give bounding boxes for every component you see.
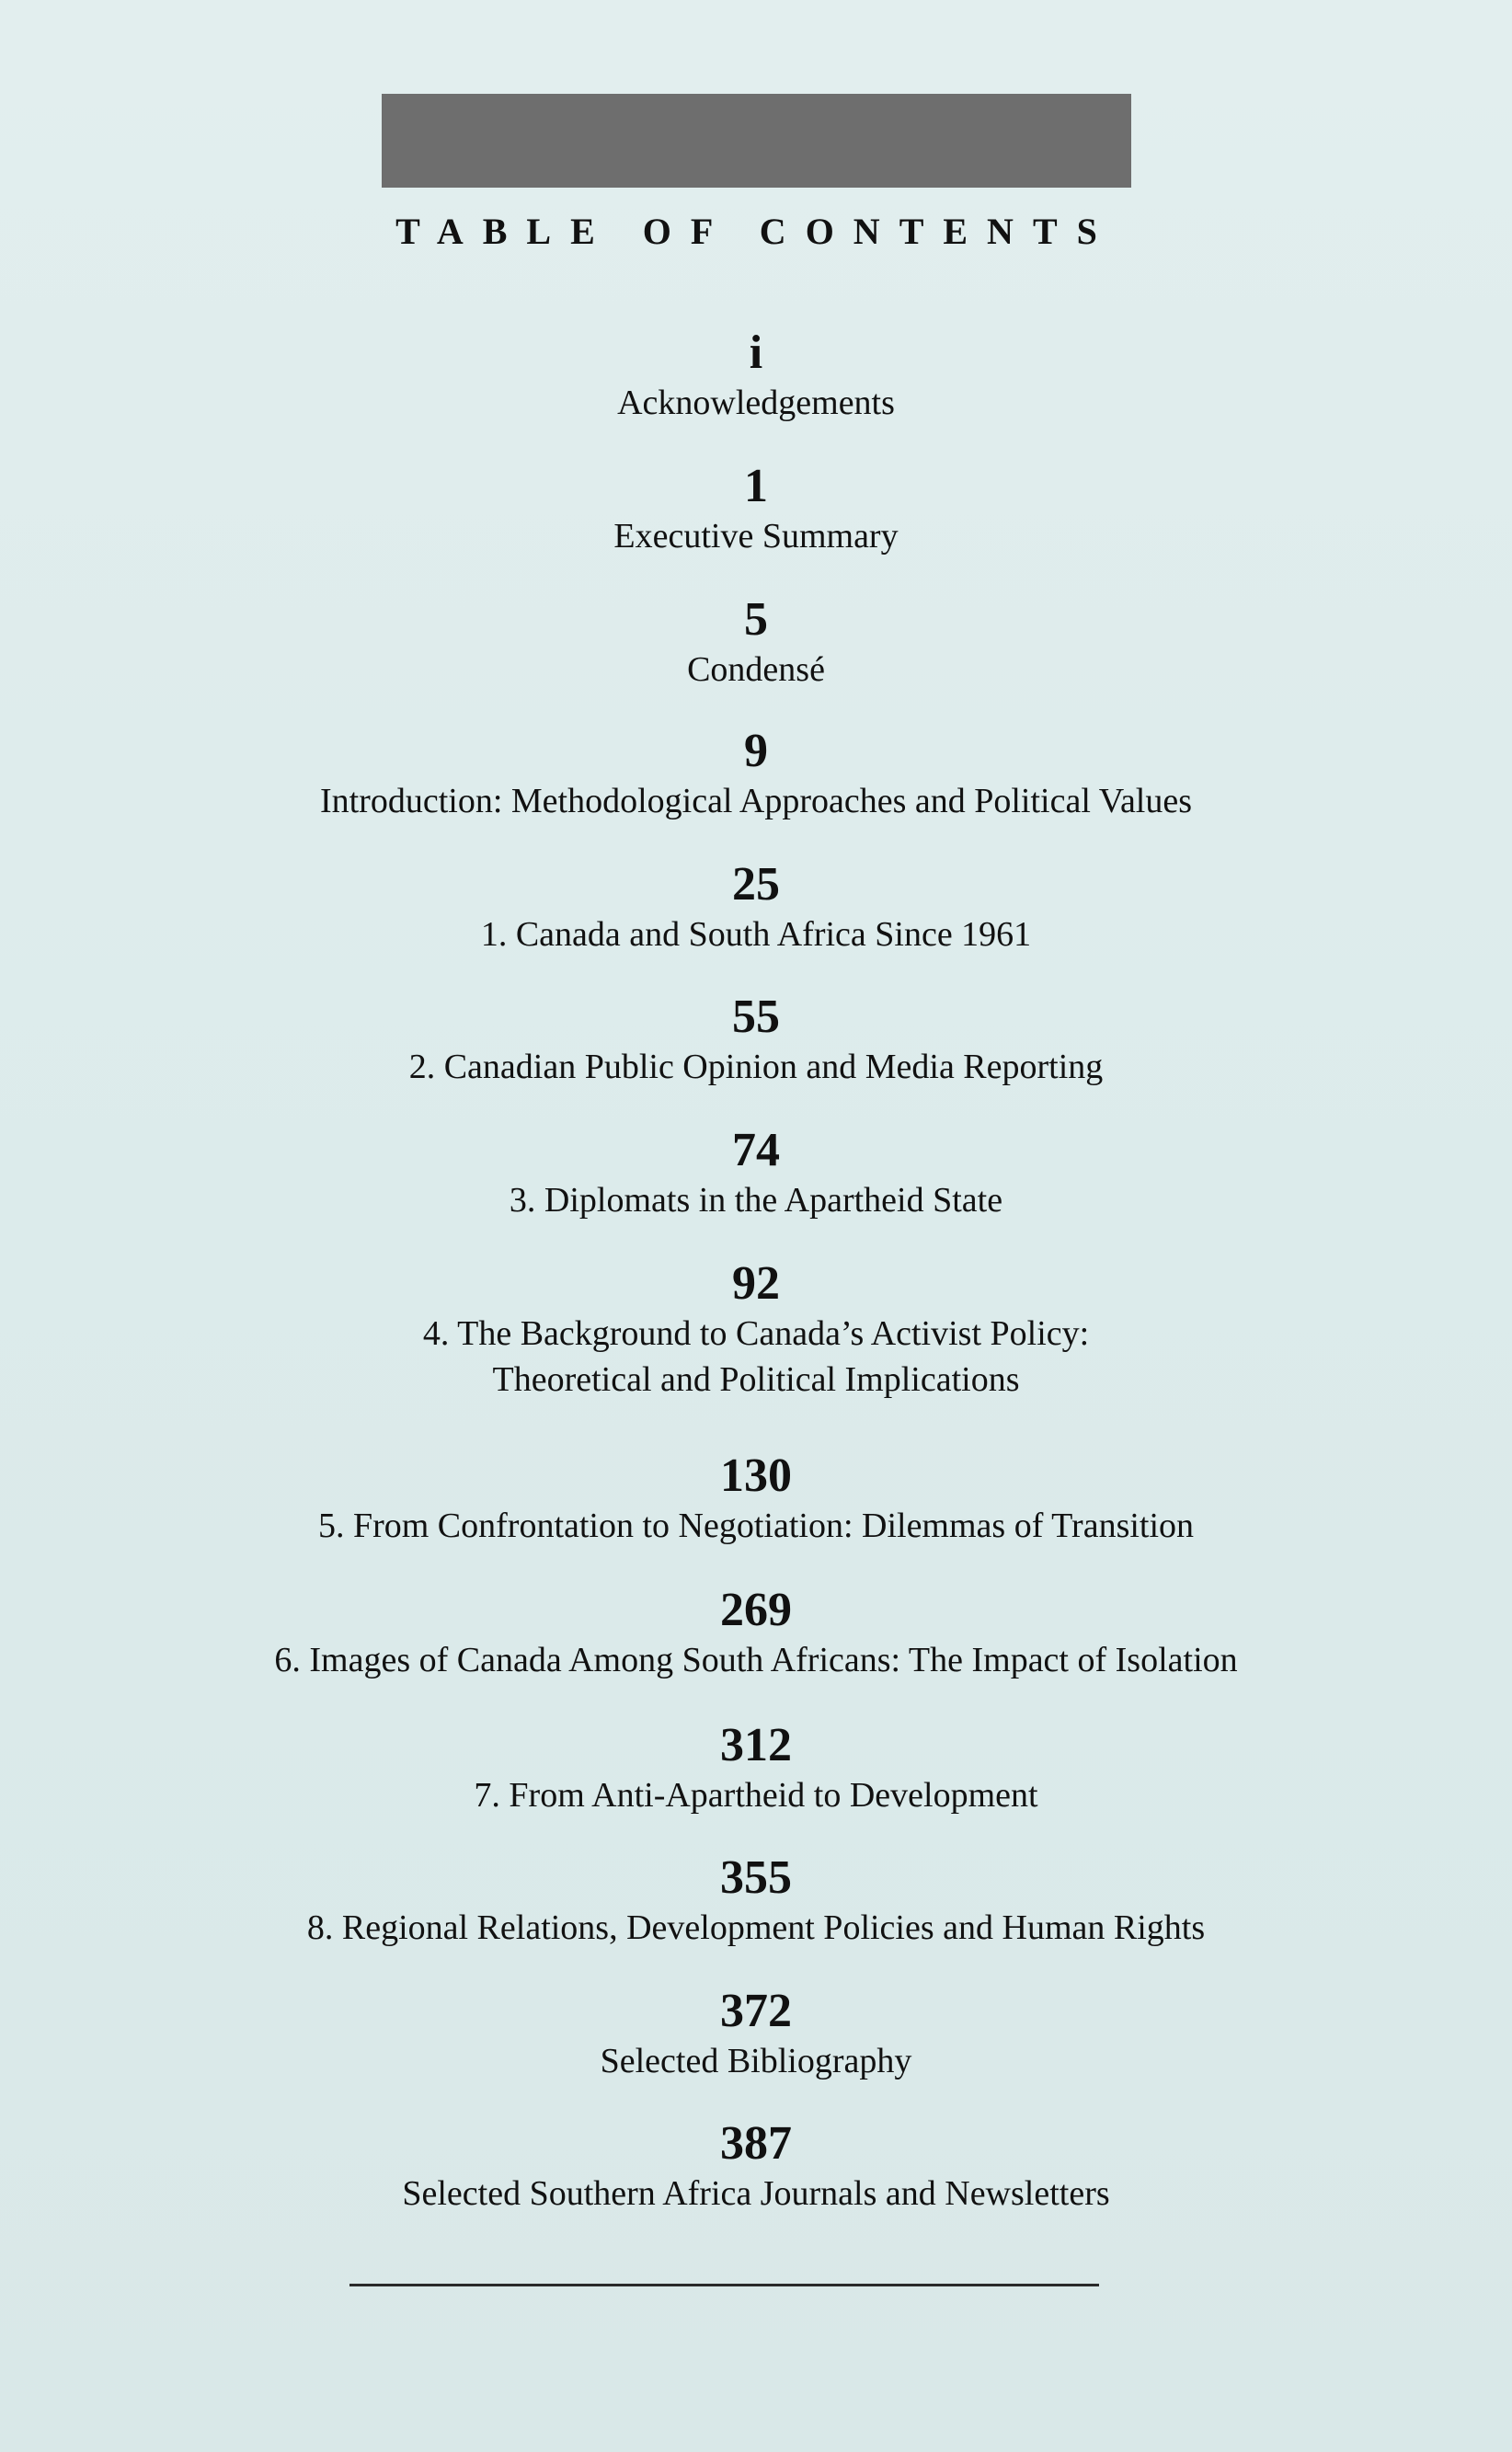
toc-page-number: 372	[720, 1985, 792, 2037]
toc-entry-title: 4. The Background to Canada’s Activist Policy:	[422, 1314, 1090, 1353]
toc-entry	[0, 1257, 1512, 1403]
toc-entry-title: 2. Canadian Public Opinion and Media Reporting	[408, 1048, 1104, 1086]
toc-entry-title: Executive Summary	[613, 517, 899, 556]
toc-entry-title: 1. Canada and South Africa Since 1961	[480, 915, 1032, 954]
toc-entry-title: 8. Regional Relations, Development Policies and Human Rights	[306, 1908, 1206, 1947]
toc-entry	[0, 1719, 1512, 1818]
toc-entry	[0, 593, 1512, 693]
toc-page-number: 312	[720, 1719, 792, 1771]
header-bar	[382, 94, 1131, 188]
toc-page-number: 9	[744, 725, 768, 777]
toc-entry-title: Acknowledgements	[617, 384, 895, 422]
toc-page-number: 1	[744, 460, 768, 512]
toc-page-number: 269	[720, 1584, 792, 1636]
toc-page-number: 130	[720, 1449, 792, 1502]
toc-entry	[0, 1449, 1512, 1549]
toc-page-number: 74	[732, 1124, 780, 1176]
toc-entry	[0, 460, 1512, 559]
toc-entry-title: 6. Images of Canada Among South Africans: The Impact of Isolation	[274, 1641, 1238, 1679]
toc-entry-title: Condensé	[687, 650, 825, 689]
toc-entry	[0, 1851, 1512, 1951]
toc-entry	[0, 725, 1512, 824]
toc-page-number: 5	[744, 593, 768, 646]
toc-entry	[0, 327, 1512, 426]
toc-page-number: 355	[720, 1851, 792, 1904]
page-title: TABLE OF CONTENTS	[395, 211, 1117, 252]
toc-entry-title: 3. Diplomats in the Apartheid State	[509, 1181, 1003, 1220]
toc-page-number: 387	[720, 2117, 792, 2170]
toc-entry	[0, 1124, 1512, 1223]
toc-entry	[0, 991, 1512, 1090]
toc-entry	[0, 1584, 1512, 1683]
toc-entry-title: 5. From Confrontation to Negotiation: Dilemmas of Transition	[317, 1507, 1195, 1545]
toc-page-number: 25	[732, 858, 780, 911]
bottom-rule	[349, 2284, 1099, 2286]
toc-page-number: 92	[732, 1257, 780, 1310]
toc-entry-title-continued: Theoretical and Political Implications	[492, 1360, 1020, 1399]
toc-entry-title: Selected Bibliography	[600, 2042, 912, 2080]
toc-entry-title: Selected Southern Africa Journals and Newsletters	[402, 2174, 1110, 2213]
toc-entry-title: 7. From Anti-Apartheid to Development	[474, 1776, 1038, 1815]
toc-entry	[0, 2117, 1512, 2217]
toc-entry	[0, 858, 1512, 957]
toc-entry-title: Introduction: Methodological Approaches and Political Values	[319, 782, 1193, 820]
toc-page-number: i	[749, 327, 763, 379]
toc-entry	[0, 1985, 1512, 2084]
toc-page-number: 55	[732, 991, 780, 1043]
